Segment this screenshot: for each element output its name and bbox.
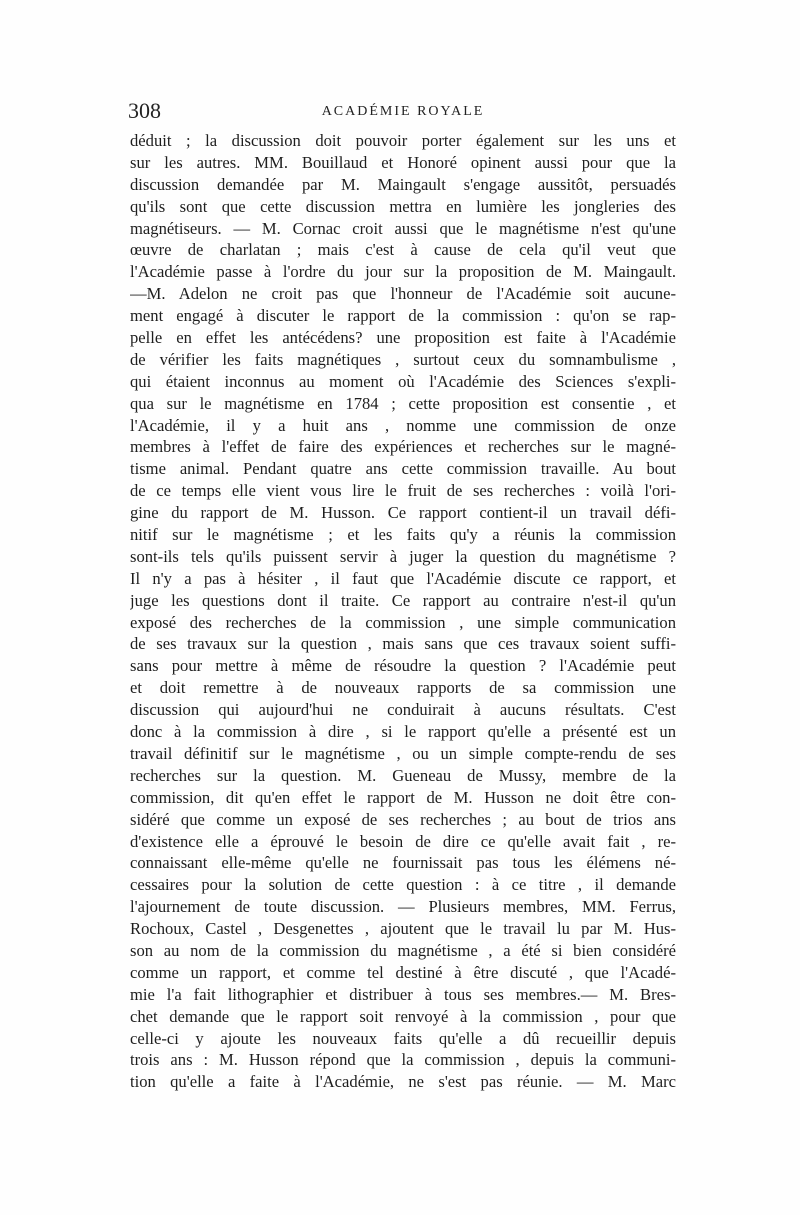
- text-line: tion qu'elle a faite à l'Académie, ne s'est pas réunie. — M. Marc: [130, 1072, 676, 1092]
- text-line: commission, dit qu'en effet le rapport de M. Husson ne doit être con-: [130, 787, 676, 807]
- text-line: membres à l'effet de faire des expériences et recherches sur le magné-: [130, 437, 676, 457]
- page-header: [128, 98, 678, 124]
- text-line: l'ajournement de toute discussion. — Plusieurs membres, MM. Ferrus,: [130, 897, 676, 917]
- text-line: et doit remettre à de nouveaux rapports de sa commission une: [130, 678, 676, 698]
- text-line: cessaires pour la solution de cette question : à ce titre , il demande: [130, 875, 676, 895]
- body-text: [130, 130, 676, 1093]
- text-line: qui étaient inconnus au moment où l'Académie des Sciences s'expli-: [130, 371, 676, 391]
- text-line: ment engagé à discuter le rapport de la commission : qu'on se rap-: [130, 306, 676, 326]
- text-line: son au nom de la commission du magnétisme , a été si bien considéré: [130, 940, 676, 960]
- text-line: discussion qui aujourd'hui ne conduirait à aucuns résultats. C'est: [130, 700, 676, 720]
- text-line: déduit ; la discussion doit pouvoir porter également sur les uns et: [130, 131, 676, 150]
- running-head: ACADÉMIE ROYALE: [321, 104, 485, 119]
- page-number: 308: [128, 98, 161, 123]
- text-line: sans pour mettre à même de résoudre la question ? l'Académie peut: [130, 656, 676, 676]
- text-line: Il n'y a pas à hésiter , il faut que l'Académie discute ce rapport, et: [130, 568, 676, 588]
- text-line: d'existence elle a éprouvé le besoin de dire ce qu'elle avait fait , re-: [130, 831, 676, 851]
- text-line: qu'ils sont que cette discussion mettra en lumière les jongleries des: [130, 196, 676, 216]
- text-line: œuvre de charlatan ; mais c'est à cause de cela qu'il veut que: [130, 240, 676, 260]
- text-line: juge les questions dont il traite. Ce rapport au contraire n'est-il qu'un: [130, 590, 676, 610]
- text-line: nitif sur le magnétisme ; et les faits qu'y a réunis la commission: [130, 525, 676, 545]
- text-line: chet demande que le rapport soit renvoyé à la commission , pour que: [130, 1006, 676, 1026]
- text-line: de ce temps elle vient vous lire le fruit de ses recherches : voilà l'ori-: [130, 481, 676, 501]
- text-line: magnétiseurs. — M. Cornac croit aussi que le magnétisme n'est qu'une: [130, 218, 676, 238]
- text-line: trois ans : M. Husson répond que la commission , depuis la communi-: [130, 1050, 676, 1070]
- text-line: de vérifier les faits magnétiques , surtout ceux du somnambulisme ,: [130, 349, 676, 369]
- text-line: Rochoux, Castel , Desgenettes , ajoutent que le travail lu par M. Hus-: [130, 919, 676, 939]
- text-line: sidéré que comme un exposé de ses recherches ; au bout de trios ans: [130, 809, 676, 829]
- text-line: —M. Adelon ne croit pas que l'honneur de l'Académie soit aucune-: [130, 284, 676, 304]
- text-line: tisme animal. Pendant quatre ans cette commission travaille. Au bout: [130, 459, 676, 479]
- text-line: gine du rapport de M. Husson. Ce rapport contient-il un travail défi-: [130, 503, 676, 523]
- text-line: discussion demandée par M. Maingault s'engage aussitôt, persuadés: [130, 174, 676, 194]
- text-line: sont-ils tels qu'ils puissent servir à juger la question du magnétisme ?: [130, 546, 676, 566]
- text-line: pelle en effet les antécédens? une proposition est faite à l'Académie: [130, 328, 676, 348]
- text-line: l'Académie passe à l'ordre du jour sur la proposition de M. Maingault.: [130, 262, 676, 282]
- text-line: de ses travaux sur la question , mais sans que ces travaux soient suffi-: [130, 634, 676, 654]
- text-line: qua sur le magnétisme en 1784 ; cette proposition est consentie , et: [130, 393, 676, 413]
- text-line: exposé des recherches de la commission , une simple communication: [130, 612, 676, 632]
- text-line: mie l'a fait lithographier et distribuer à tous ses membres.— M. Bres-: [130, 984, 676, 1004]
- text-line: celle-ci y ajoute les nouveaux faits qu'elle a dû recueillir depuis: [130, 1028, 676, 1048]
- text-line: donc à la commission à dire , si le rapport qu'elle a présenté est un: [130, 722, 676, 742]
- text-line: l'Académie, il y a huit ans , nomme une commission de onze: [130, 415, 676, 435]
- text-line: connaissant elle-même qu'elle ne fournissait pas tous les élémens né-: [130, 853, 676, 873]
- text-line: travail définitif sur le magnétisme , ou un simple compte-rendu de ses: [130, 743, 676, 763]
- text-line: sur les autres. MM. Bouillaud et Honoré opinent aussi pour que la: [130, 152, 676, 172]
- text-line: recherches sur la question. M. Gueneau de Mussy, membre de la: [130, 765, 676, 785]
- text-line: comme un rapport, et comme tel destiné à être discuté , que l'Acadé-: [130, 962, 676, 982]
